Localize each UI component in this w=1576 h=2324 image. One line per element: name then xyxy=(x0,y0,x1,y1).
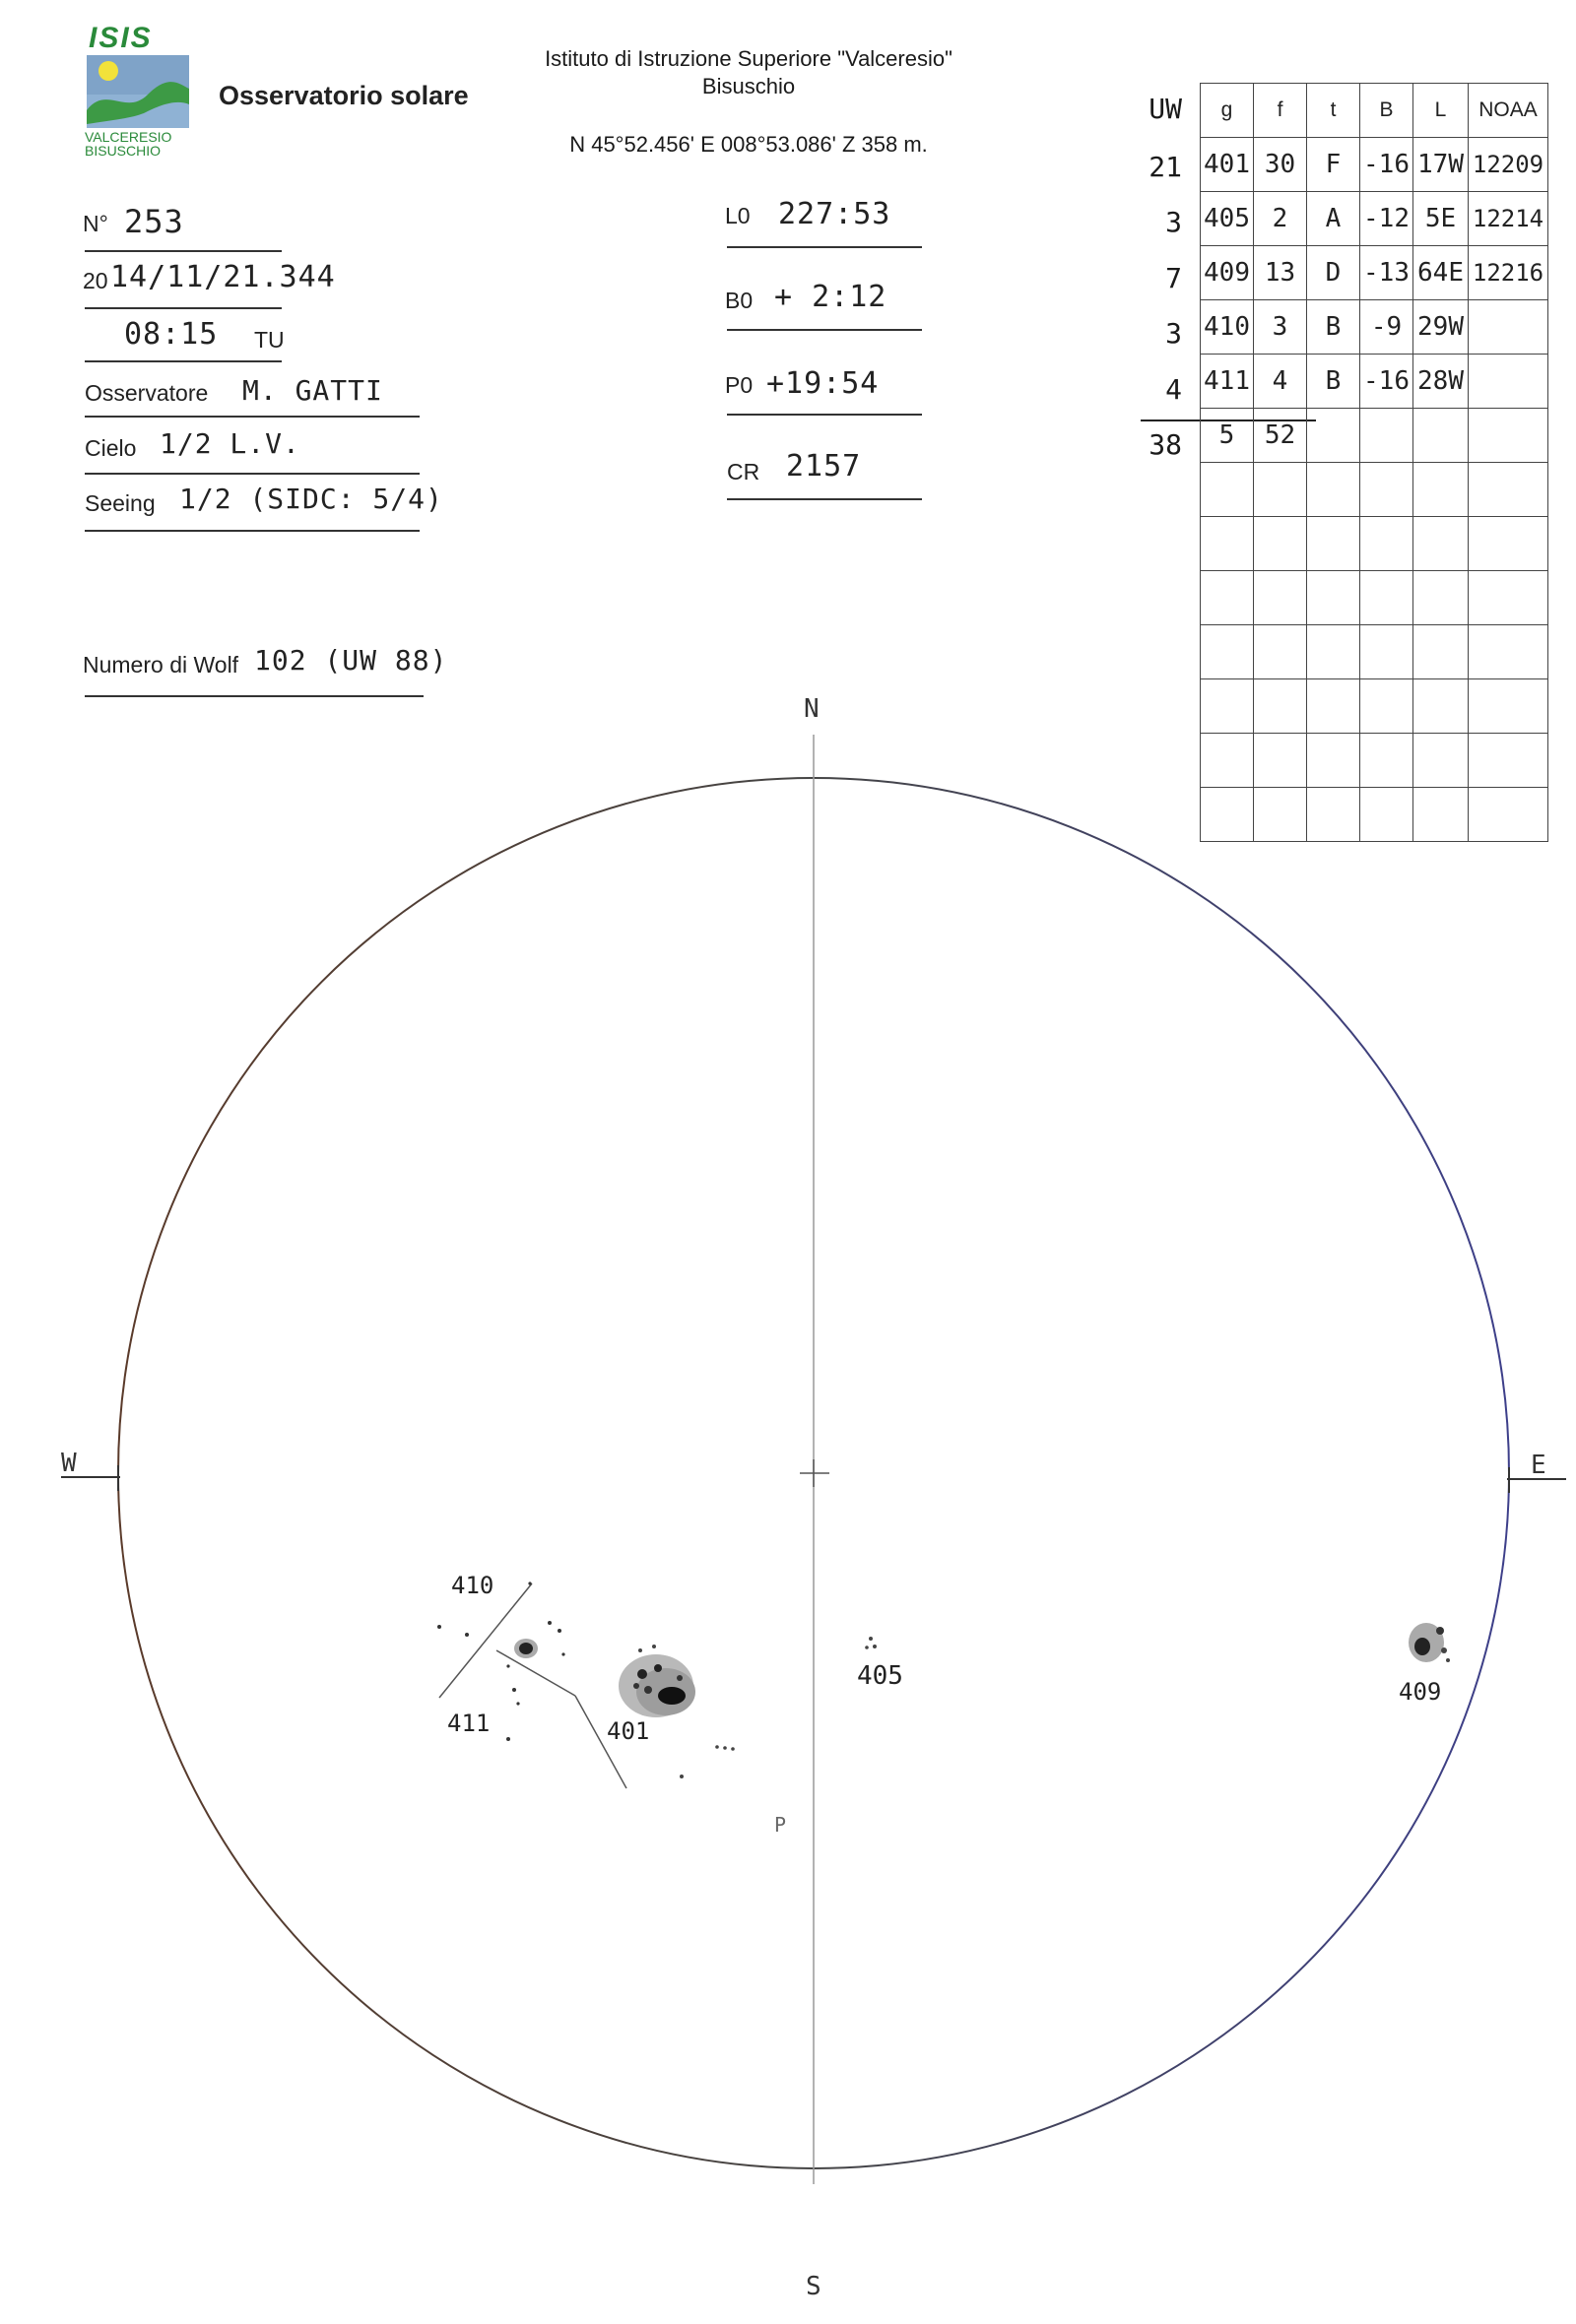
table-cell: -12 xyxy=(1360,192,1413,246)
table-cell: 4 xyxy=(1254,355,1307,409)
uw-total: 38 xyxy=(1149,428,1182,461)
uw-value: 4 xyxy=(1165,372,1182,406)
table-cell: -9 xyxy=(1360,300,1413,355)
table-cell: 29W xyxy=(1413,300,1469,355)
table-header-cell: L xyxy=(1413,84,1469,138)
table-cell: 409 xyxy=(1201,246,1254,300)
uw-value: 7 xyxy=(1165,261,1182,294)
table-cell: A xyxy=(1307,192,1360,246)
table-cell: 64E xyxy=(1413,246,1469,300)
table-cell: 30 xyxy=(1254,138,1307,192)
table-header-cell: f xyxy=(1254,84,1307,138)
group-label-401: 401 xyxy=(607,1717,650,1745)
number-value: 253 xyxy=(124,203,184,240)
b0-label: B0 xyxy=(725,288,754,313)
p0-value: +19:54 xyxy=(766,366,880,401)
west-label: W xyxy=(61,1449,77,1478)
p0-label: P0 xyxy=(725,372,754,398)
sunspot-group-401 xyxy=(619,1645,735,1778)
l0-value: 227:53 xyxy=(778,197,891,231)
uw-value: 3 xyxy=(1165,206,1182,238)
table-cell: 12209 xyxy=(1469,138,1548,192)
sunspot-group-409 xyxy=(1409,1623,1450,1662)
table-cell: -13 xyxy=(1360,246,1413,300)
uw-value: 3 xyxy=(1165,317,1182,350)
group-label-411: 411 xyxy=(447,1710,491,1737)
table-header-cell: g xyxy=(1201,84,1254,138)
sunspot-group-405 xyxy=(865,1637,877,1649)
wolf-value: 102 (UW 88) xyxy=(254,644,448,677)
table-cell: 28W xyxy=(1413,355,1469,409)
table-cell: 12214 xyxy=(1469,192,1548,246)
logo-wordmark: ISIS xyxy=(89,22,153,54)
b0-value: + 2:12 xyxy=(774,280,887,314)
table-cell: 5E xyxy=(1413,192,1469,246)
observer-value: M. GATTI xyxy=(242,374,383,407)
table-cell: -16 xyxy=(1360,138,1413,192)
east-label: E xyxy=(1531,1451,1546,1480)
time-unit: TU xyxy=(254,327,285,353)
table-header-cell: t xyxy=(1307,84,1360,138)
uw-value: 21 xyxy=(1149,150,1182,183)
table-cell: F xyxy=(1307,138,1360,192)
table-cell: 410 xyxy=(1201,300,1254,355)
institute-line-2: Bisuschio xyxy=(701,74,796,98)
seeing-value: 1/2 (SIDC: 5/4) xyxy=(179,483,443,515)
table-cell: 405 xyxy=(1201,192,1254,246)
table-cell: 411 xyxy=(1201,355,1254,409)
date-prefix: 20 xyxy=(83,268,108,293)
station-coordinates: N 45°52.456' E 008°53.086' Z 358 m. xyxy=(569,132,928,157)
number-label: N° xyxy=(83,211,108,236)
table-cell: 5 xyxy=(1201,409,1254,463)
logo-subtitle: VALCERESIO BISUSCHIO xyxy=(85,129,172,159)
uw-column-header: UW xyxy=(1149,93,1182,125)
wolf-label: Numero di Wolf xyxy=(83,652,239,678)
institute-line-1: Istituto di Istruzione Superiore "Valceresio" xyxy=(545,46,952,71)
table-cell: 2 xyxy=(1254,192,1307,246)
sky-value: 1/2 L.V. xyxy=(160,427,300,460)
sky-label: Cielo xyxy=(85,435,137,461)
group-label-410: 410 xyxy=(451,1572,494,1599)
group-boundary-line xyxy=(439,1583,532,1698)
south-label: S xyxy=(806,2272,821,2301)
observer-label: Osservatore xyxy=(85,380,209,406)
table-cell: 3 xyxy=(1254,300,1307,355)
table-cell: 12216 xyxy=(1469,246,1548,300)
group-label-409: 409 xyxy=(1399,1678,1442,1706)
time-value: 08:15 xyxy=(124,317,219,352)
table-cell: 52 xyxy=(1254,409,1307,463)
table-cell: B xyxy=(1307,300,1360,355)
north-label: N xyxy=(804,694,820,724)
table-cell: -16 xyxy=(1360,355,1413,409)
table-cell: D xyxy=(1307,246,1360,300)
table-cell: 17W xyxy=(1413,138,1469,192)
table-header-cell: NOAA xyxy=(1469,84,1548,138)
table-header-cell: B xyxy=(1360,84,1413,138)
l0-label: L0 xyxy=(725,203,751,228)
observatory-title: Osservatorio solare xyxy=(219,81,469,110)
table-cell: 13 xyxy=(1254,246,1307,300)
date-value: 14/11/21.344 xyxy=(110,260,336,294)
table-cell: 401 xyxy=(1201,138,1254,192)
group-label-405: 405 xyxy=(857,1661,903,1691)
cr-value: 2157 xyxy=(786,449,862,484)
pole-mark: P xyxy=(774,1813,787,1837)
seeing-label: Seeing xyxy=(85,490,156,516)
table-cell: B xyxy=(1307,355,1360,409)
cr-label: CR xyxy=(727,459,760,484)
